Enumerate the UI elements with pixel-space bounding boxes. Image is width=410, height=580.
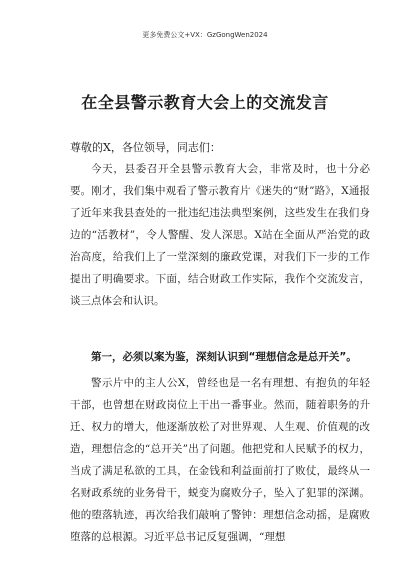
document-title: 在全县警示教育大会上的交流发言 xyxy=(81,93,329,112)
paragraph-intro xyxy=(70,158,370,312)
section-heading-1: 第一，必须以案为鉴，深刻认识到“理想信念是总开关”。 xyxy=(91,351,357,363)
paragraph-2: 警示片中的主人公X，曾经也是一名有理想、有抱负的年轻干部，也曾想在财政岗位上干出一番事业。然而，随着职务的升迁、权力的增大，他逐渐放松了对世界观、人生观、价值观的改造，理想信念的“总开关”出了问题。他把党和人民赋予的权力，当成了满足私欲的工具，在金钱和利益面前打了败仗，最终从一名财政系统的业务骨干，蜕变为腐败分子，坠入了犯罪的深渊。他的堕落轨迹，再次给我们敲响了警钟：理想信念动摇，是腐败堕落的总根源。习近平总书记反复强调，“理想 xyxy=(70,377,370,543)
salutation: 尊敬的X，各位领导，同志们： xyxy=(70,141,221,154)
paragraph-section-1 xyxy=(70,372,370,548)
header-note: 更多免费公文+VX：GzGongWen2024 xyxy=(142,31,268,39)
paragraph-1: 今天，县委召开全县警示教育大会，非常及时，也十分必要。刚才，我们集中观看了警示教育片《迷失的“财”路》，X通报了近年来我县查处的一批违纪违法典型案例，这些发生在我们身边的“活教材”，令人警醒、发人深思。X站在全面从严治党的政治高度，给我们上了一堂深刻的廉政党课，对我们下一步的工作提出了明确要求。下面，结合财政工作实际，我作个交流发言，谈三点体会和认识。 xyxy=(70,163,370,307)
